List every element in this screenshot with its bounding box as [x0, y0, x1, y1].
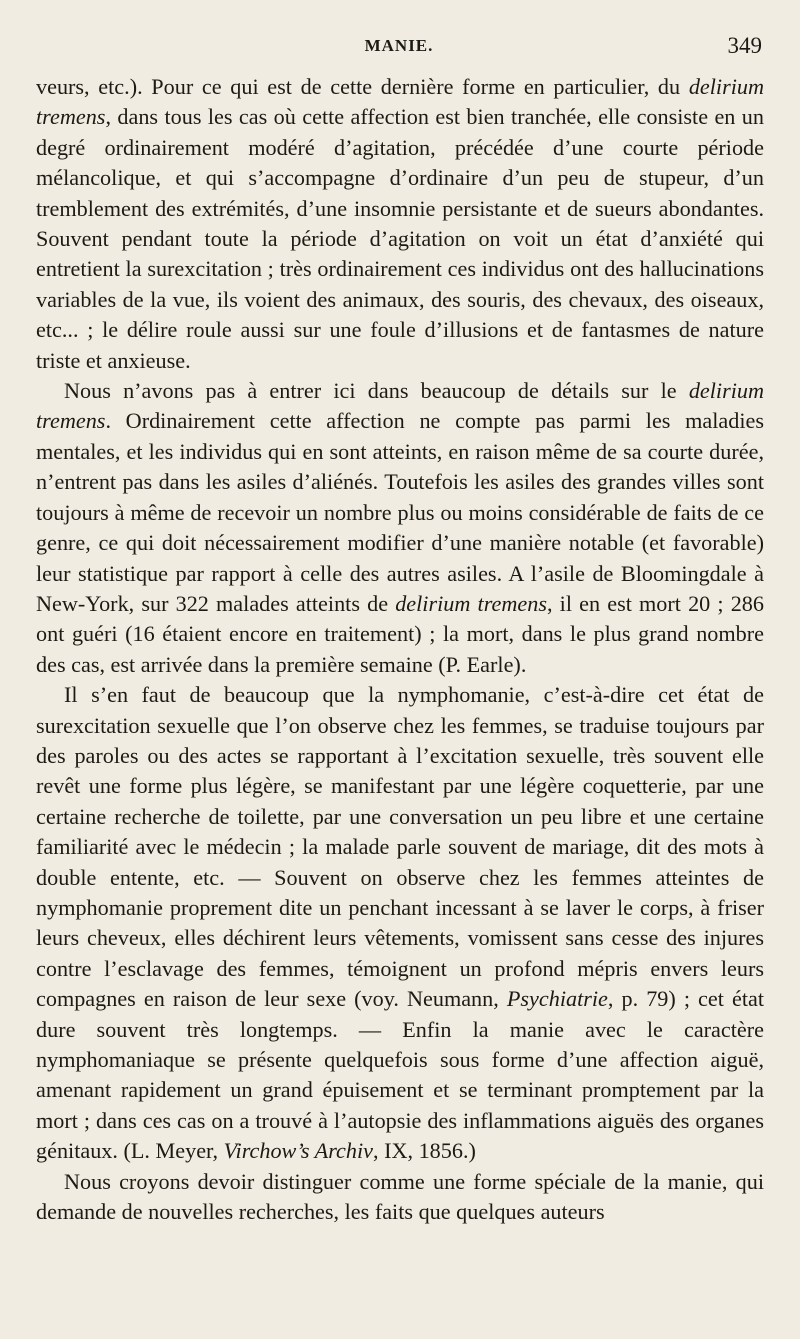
text-run: , il en est mort 20 ; 286 ont guéri (16 étaient encore en traitement) ; la mort, dans le plus grand nombre des cas, est arrivée dans la première semaine (P. Earle).	[36, 590, 764, 677]
text-run: veurs, etc.). Pour ce qui est de cette dernière forme en particulier, du	[36, 74, 689, 99]
text-run: , p. 79) ; cet état dure souvent très longtemps. — Enfin la manie avec le caractère nymphomaniaque se présente quelquefois sous forme d’une affection aiguë, amenant rapidement un grand épuisement et se terminant promptement par la mort ; dans ces cas on a trouvé à l’autopsie des inflammations aiguës des organes génitaux. (L. Meyer,	[36, 986, 764, 1164]
body-text	[36, 72, 764, 1227]
text-run: Nous croyons devoir distinguer comme une forme spéciale de la manie, qui demande de nouvelles recherches, les faits que quelques auteurs	[36, 1168, 764, 1225]
text-run: . Ordinairement cette affection ne compte pas parmi les maladies mentales, et les individus qui en sont atteints, en raison même de sa courte durée, n’entrent pas dans les asiles d’aliénés. Toutefois les asiles des grandes villes sont toujours à même de recevoir un nombre plus ou moins considérable de faits de ce genre, ce qui doit nécessairement modifier d’une manière notable (et favorable) leur statistique par rapport à celle des autres asiles. A l’asile de Bloomingdale à New-York, sur 322 malades atteints de	[36, 408, 764, 616]
paragraph-2	[36, 376, 764, 680]
page-header	[36, 33, 762, 60]
italic-run: Psychiatrie	[506, 986, 608, 1012]
running-title: MANIE.	[364, 36, 434, 55]
text-run: , dans tous les cas où cette affection est bien tranchée, elle consiste en un degré ordinairement modéré d’agitation, précédée d’une courte période mélancolique, et qui s’accompagne d’ordinaire d’un peu de stupeur, d’un tremblement des extrémités, d’une insomnie persistante et de sueurs abondantes. Souvent pendant toute la période d’agitation on voit un état d’anxiété qui entretient la surexcitation ; très ordinairement ces individus ont des hallucinations variables de la vue, ils voient des animaux, des souris, des chevaux, des oiseaux, etc... ; le délire roule aussi sur une foule d’illusions et de fantasmes de nature triste et anxieuse.	[36, 104, 764, 373]
italic-run: delirium tremens	[395, 590, 547, 616]
italic-run: Virchow’s Archiv	[223, 1138, 373, 1164]
paragraph-1	[36, 72, 764, 376]
italic-run: delirium tremens	[36, 74, 764, 130]
text-run: Nous n’avons pas à entrer ici dans beaucoup de détails sur le	[64, 378, 689, 404]
paragraph-3	[36, 680, 764, 1167]
text-run: Il s’en faut de beaucoup que la nymphomanie, c’est-à-dire cet état de surexcitation sexuelle que l’on observe chez les femmes, se traduise toujours par des paroles ou des actes se rapportant à l’excitation sexuelle, très souvent elle revêt une forme plus légère, se manifestant par une légère coquetterie, par une certaine recherche de toilette, par une conversation un peu libre et une certaine familiarité avec le médecin ; la malade parle souvent de mariage, dit des mots à double entente, etc. — Souvent on observe chez les femmes atteintes de nymphomanie proprement dite un penchant incessant à se laver le corps, à friser leurs cheveux, elles déchirent leurs vêtements, vomissent sans cesse des injures contre l’esclavage des femmes, témoignent un profond mépris envers leurs compagnes en raison de leur sexe (voy. Neumann,	[36, 682, 764, 1012]
italic-run: delirium tremens	[36, 378, 764, 434]
paragraph-4	[36, 1167, 764, 1228]
text-run: , IX, 1856.)	[372, 1138, 476, 1164]
page-number: 349	[727, 33, 762, 58]
